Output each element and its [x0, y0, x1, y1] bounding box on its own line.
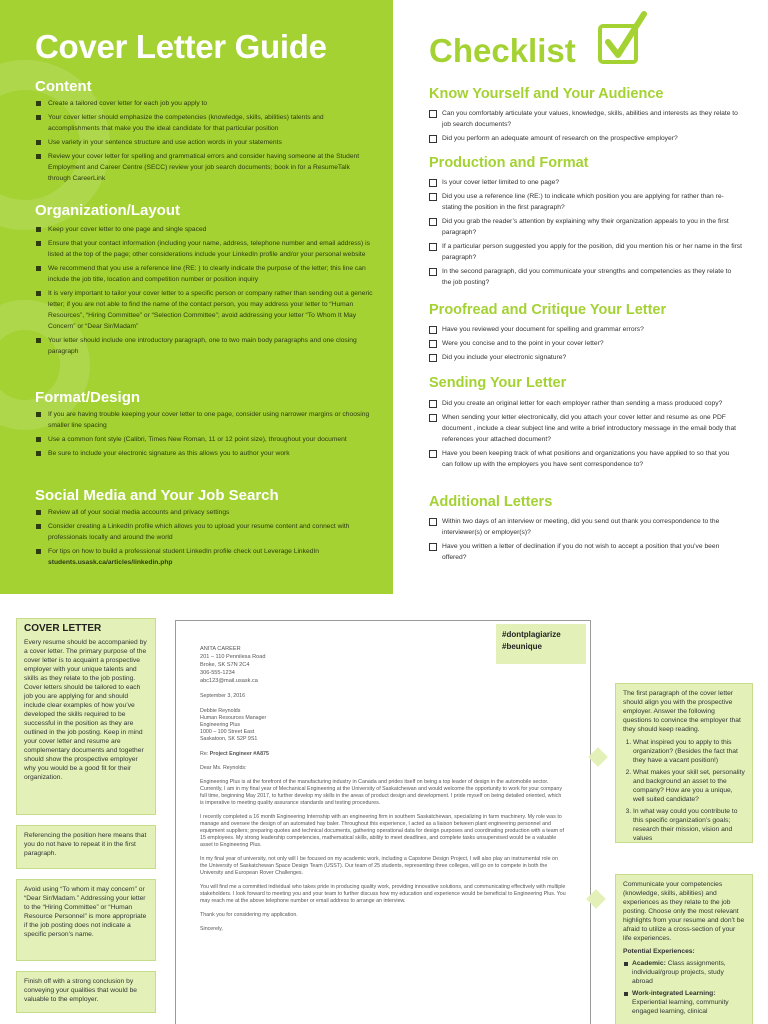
checklist-know-yourself	[429, 108, 742, 147]
checklist-item: Did you perform an adequate amount of research on the prospective employer?	[429, 133, 742, 144]
list-item: Review your cover letter for spelling and grammatical errors and consider having someone at the Student Employment and Career Centre (SECC) review your job search documents; book in for a ResumeTalk through CareerLink	[35, 151, 373, 184]
checklist-heading-sending: Sending Your Letter	[429, 375, 567, 391]
section-heading-social-media: Social Media and Your Job Search	[35, 487, 279, 504]
recipient-block	[200, 708, 566, 743]
section-heading-organization: Organization/Layout	[35, 202, 181, 219]
salutation-note: Avoid using “To whom it may concern” or “Dear Sir/Madam.” Addressing your letter to the “Hiring Committee” or “Human Resource Personnel” is more appropriate if the job posting does not indicate a specific person’s name.	[16, 879, 156, 961]
checkmark-box-icon	[598, 10, 650, 66]
checklist-item: Were you concise and to the point in your cover letter?	[429, 338, 742, 349]
checklist-item: If a particular person suggested you apply for the position, did you mention his or her name in the first paragraph?	[429, 241, 742, 263]
checklist-heading-proofread: Proofread and Critique Your Letter	[429, 302, 667, 318]
checklist-heading-production: Production and Format	[429, 155, 589, 171]
list-item: Be sure to include your electronic signature as this allows you to author your work	[35, 448, 373, 459]
recipient-address-line: 1000 – 100 Street East	[200, 729, 255, 735]
conclusion-note: Finish off with a strong conclusion by conveying your qualities that would be valuable to the employer.	[16, 971, 156, 1013]
experience-label: Work-integrated Learning:	[632, 990, 716, 997]
checklist-sending	[429, 398, 742, 473]
checklist-proofread	[429, 324, 742, 366]
sender-phone: 306-555-1234	[200, 670, 235, 676]
hashtag: #beunique	[502, 642, 543, 651]
list-item	[623, 989, 745, 1016]
checklist-heading-additional: Additional Letters	[429, 494, 553, 510]
letter-paragraph: You will find me a committed individual who takes pride in producing quality work, providing innovative solutions, and communicating effectively with multiple stakeholders. I look forward to meeting you and your team to further discuss how my education and experience would be beneficial to Engineering Plus. You may reach me at the above telephone number or email address to arrange an interview.	[200, 884, 566, 904]
hashtag-box	[496, 624, 586, 664]
reference-line-note: Referencing the position here means that you do not have to repeat it in the first paragraph.	[16, 825, 156, 869]
checklist-item: Is your cover letter limited to one page?	[429, 177, 742, 188]
recipient-name: Debbie Reynolds	[200, 708, 241, 714]
checklist-item: Did you grab the reader’s attention by explaining why their organization appeals to you in the first paragraph?	[429, 216, 742, 238]
salutation: Dear Ms. Reynolds:	[200, 765, 247, 771]
reference-line	[200, 751, 566, 758]
sender-name: ANITA CAREER	[200, 646, 241, 652]
checklist-item: Have you been keeping track of what positions and organizations you have applied to so that you can follow up with the employers you have sent correspondence to?	[429, 448, 742, 470]
list-item: Ensure that your contact information (including your name, address, telephone number and email address) is listed at the top of the page; other considerations include your LinkedIn profile and/or your personal website	[35, 238, 373, 260]
list-item: If you are having trouble keeping your cover letter to one page, consider using narrower margins or choosing smaller line spacing	[35, 409, 373, 431]
reference-label: Re:	[200, 751, 209, 757]
second-paragraph-note-intro: Communicate your competencies (knowledge, skills, abilities) and experiences as they relate to the job posting. Choose only the most relevant highlights from your resume and don’t be afraid to utilize a cross-section of your life experiences.	[623, 881, 745, 942]
checklist-additional	[429, 516, 742, 566]
cover-letter-guide-panel	[0, 0, 393, 594]
list-item: 1. What inspired you to apply to this organization? (Besides the fact that they have a vacant position!)	[633, 738, 745, 765]
list-item: It is very important to tailor your cover letter to a specific person or company rather than sending out a generic letter; if you are not able to find the name of the contact person, you may address your letter to “Human Resources”, “Hiring Committee” or “Selection Committee”; avoid addressing your letter “To Whom It May Concern” or “Dear Sir/Madam”	[35, 288, 373, 332]
cover-letter-note-body: Every resume should be accompanied by a cover letter. The primary purpose of the cover letter is to acquaint a prospective employer with your unique talents and skills as they relate to the job posting. Cover letters should be tailored to each job you are applying for and should include clear examples of how you’ve developed the skills required to be successful in the position as they are outlined in the job posting. Keep in mind your cover letter and resume are complementary documents and together should show the prospective employer why you would be a good fit for their organization.	[24, 639, 147, 781]
potential-experiences-heading: Potential Experiences:	[623, 948, 695, 955]
list-item: Create a tailored cover letter for each job you apply to	[35, 98, 373, 109]
section-heading-content: Content	[35, 78, 92, 95]
reference-text: Project Engineer #A875	[209, 751, 269, 757]
list-item: Use a common font style (Calibri, Times New Roman, 11 or 12 point size), throughout your document	[35, 434, 373, 445]
list-item: Your cover letter should emphasize the competencies (knowledge, skills, abilities) talents and accomplishments that make you the ideal candidate for that particular position	[35, 112, 373, 134]
list-item: Your letter should include one introductory paragraph, one to two main body paragraphs and one closing paragraph	[35, 335, 373, 357]
hashtag: #dontplagiarize	[502, 630, 561, 639]
checklist-title: Checklist	[429, 32, 576, 69]
letter-paragraph: I recently completed a 16 month Engineering Internship with an engineering firm in southern Saskatchewan, specializing in farm machinery. My role was to manage and oversee the design of an automated hay baler. Throughout this experience, I acted as a liaison between plant engineering personnel and equipment suppliers; preparing quotes and technical documents, gathering operational data for design purposes and coordinating production with a team of 15 employees. My strong leadership competencies, mathematical skills, ability to meet deadlines, and complete tasks unsupervised would be a valuable asset to Engineering Plus.	[200, 814, 564, 848]
list-item: Consider creating a LinkedIn profile which allows you to upload your resume content and connect with professionals locally and around the world	[35, 521, 373, 543]
list-item: Review all of your social media accounts and privacy settings	[35, 507, 373, 518]
checklist-heading-know-yourself: Know Yourself and Your Audience	[429, 86, 664, 102]
sender-email: abc123@mail.usask.ca	[200, 678, 258, 684]
recipient-address-line: Saskatoon, SK S2P 9S1	[200, 736, 258, 742]
second-paragraph-note	[615, 874, 753, 1024]
potential-experiences-list	[623, 959, 745, 1016]
section-heading-format-design: Format/Design	[35, 389, 141, 406]
first-paragraph-note-intro: The first paragraph of the cover letter should align you with the prospective employer. Answer the following questions to convince the employer that they should keep reading.	[623, 690, 741, 733]
checklist-item: In the second paragraph, did you communicate your strengths and competencies as they relate to the job posting?	[429, 266, 742, 288]
letter-paragraph: Engineering Plus is at the forefront of the manufacturing industry in Canada and prides itself on being a top leader of design in the automobile sector. Currently, I am in my final year of Mechanical Engineering at the University of Saskatchewan and would welcome the opportunity to work for your company full time, beginning May 2017, to further develop my skills in the areas of product design and development. I pride myself on being detailed oriented, which is imperative to meeting quality assurance standards and testing procedures.	[200, 779, 563, 806]
list-item: We recommend that you use a reference line (RE: ) to clearly indicate the purpose of the letter; this line can include the job title, location and competition number or position inquiry	[35, 263, 373, 285]
first-paragraph-note	[615, 683, 753, 843]
list-item: Use variety in your sentence structure and use action words in your statements	[35, 137, 373, 148]
letter-closing: Sincerely,	[200, 926, 223, 932]
checklist-panel	[415, 0, 768, 594]
letter-paragraph: Thank you for considering my application.	[200, 912, 298, 918]
checklist-item: Did you include your electronic signature?	[429, 352, 742, 363]
recipient-title: Human Resources Manager	[200, 715, 267, 721]
letter-date: September 3, 2016	[200, 693, 246, 699]
cover-letter-note	[16, 618, 156, 815]
checklist-item: Did you use a reference line (RE:) to indicate which position you are applying for rather than re-stating the position in the first paragraph?	[429, 191, 742, 213]
content-list	[35, 98, 373, 187]
left-notes-column	[16, 618, 156, 1013]
sender-address-line: Broke, SK S7N 2C4	[200, 662, 250, 668]
first-paragraph-question-list	[623, 738, 745, 843]
format-design-list	[35, 409, 373, 462]
list-item	[35, 546, 373, 568]
checklist-item: Have you written a letter of declination if you do not wish to accept a position that you’ve been offered?	[429, 541, 742, 563]
list-item-text: For tips on how to build a professional student LinkedIn profile check out Leverage LinkedIn	[48, 548, 320, 555]
experience-text: Experiential learning, community engaged learning, clinical	[632, 999, 729, 1015]
experience-text: Class assignments, individual/group projects, study abroad	[632, 960, 726, 985]
guide-title: Cover Letter Guide	[35, 28, 327, 65]
callout-pointer	[588, 747, 608, 767]
list-item	[623, 959, 745, 986]
checklist-item: Can you comfortably articulate your values, knowledge, skills, abilities and interests as they relate to job search documents?	[429, 108, 742, 130]
checklist-item: Within two days of an interview or meeting, did you send out thank you correspondence to the interviewer(s) or employer(s)?	[429, 516, 742, 538]
checklist-production	[429, 177, 742, 291]
cover-letter-note-title: COVER LETTER	[24, 623, 102, 634]
list-item: 3. In what way could you contribute to this specific organization’s goals; research their mission, vision and values	[633, 807, 745, 843]
letter-paragraph: In my final year of university, not only will I be focused on my academic work, including a Capstone Design Project, I will also play an instrumental role on the University of Saskatchewan Space Design Team (USST). Our team of 25 students, representing three colleges, will go on to compete in both the University and European Rover Challenges.	[200, 856, 558, 876]
linkedin-article-link[interactable]: students.usask.ca/articles/linkedin.php	[48, 559, 173, 566]
checklist-item: Have you reviewed your document for spelling and grammar errors?	[429, 324, 742, 335]
list-item: 2. What makes your skill set, personality and background an asset to the company? How are you a unique, well suited candidate?	[633, 768, 745, 804]
sender-address-line: 201 – 110 Pennilesa Road	[200, 654, 266, 660]
checklist-item: When sending your letter electronically, did you attach your cover letter and resume as one PDF document , include a clear subject line and write a brief introductory message in the email body that references your attached document?	[429, 412, 742, 445]
sample-cover-letter	[175, 620, 591, 1024]
checklist-item: Did you create an original letter for each employer rather than sending a mass produced copy?	[429, 398, 742, 409]
organization-list	[35, 224, 373, 360]
experience-label: Academic:	[632, 960, 666, 967]
social-media-list	[35, 507, 373, 571]
list-item: Keep your cover letter to one page and single spaced	[35, 224, 373, 235]
recipient-organization: Engineering Plus	[200, 722, 241, 728]
